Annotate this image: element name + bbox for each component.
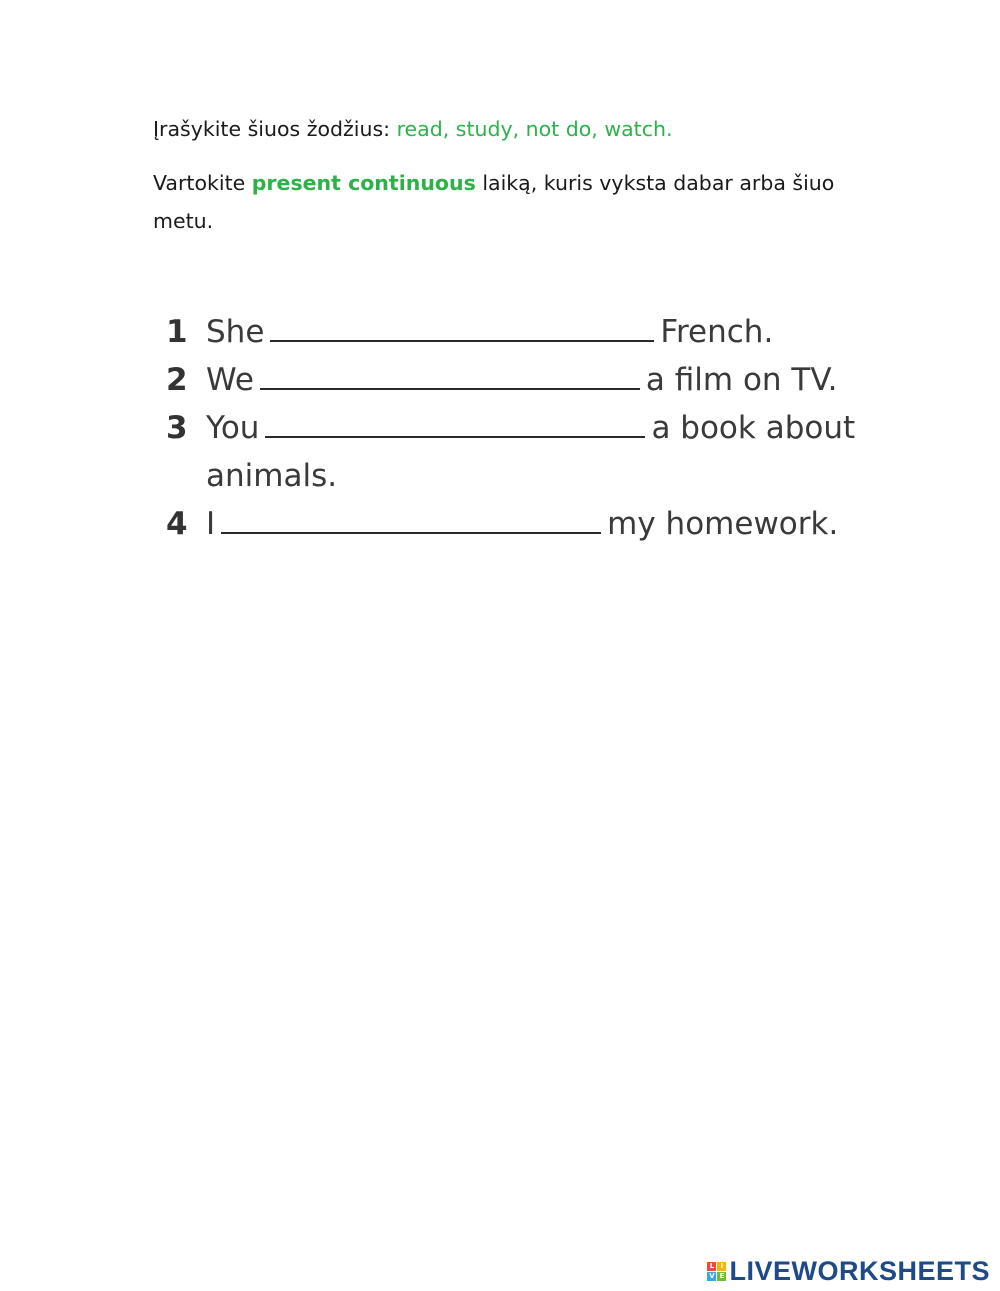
item-number: 2 <box>166 362 188 398</box>
tense-name: present continuous <box>251 171 476 195</box>
liveworksheets-logo <box>707 1255 990 1287</box>
word-bank: read, study, not do, watch. <box>396 117 673 141</box>
item-continuation: animals. <box>206 458 338 494</box>
tense-prefix: Vartokite <box>153 171 252 195</box>
logo-text: LIVEWORKSHEETS <box>729 1255 990 1286</box>
answer-blank-3[interactable] <box>265 406 645 438</box>
item-subject: I <box>206 506 216 542</box>
item-number: 3 <box>166 410 188 446</box>
item-subject: We <box>206 362 254 398</box>
item-rest: a book about <box>651 410 856 446</box>
item-number: 1 <box>166 314 188 350</box>
instruction-tense-line <box>153 164 893 240</box>
answer-blank-1[interactable] <box>270 310 654 342</box>
item-subject: She <box>206 314 265 350</box>
item-rest: a film on TV. <box>645 362 838 398</box>
exercise-item-1 <box>166 310 773 354</box>
tense-suffix: laiką, kuris vyksta dabar arba šiuo metu. <box>153 171 835 233</box>
logo-blocks-icon: L I V E <box>707 1262 726 1281</box>
item-rest: French. <box>660 314 774 350</box>
item-subject: You <box>206 410 260 446</box>
exercise-item-3-continuation <box>166 454 337 498</box>
exercise-item-4 <box>166 502 838 546</box>
exercise-item-2 <box>166 358 837 402</box>
item-number: 4 <box>166 506 188 542</box>
instruction-words-line <box>153 110 913 148</box>
answer-blank-4[interactable] <box>221 502 601 534</box>
item-rest: my homework. <box>607 506 839 542</box>
exercise-item-3 <box>166 406 855 450</box>
instruction-prefix: Įrašykite šiuos žodžius: <box>153 117 397 141</box>
answer-blank-2[interactable] <box>260 358 640 390</box>
